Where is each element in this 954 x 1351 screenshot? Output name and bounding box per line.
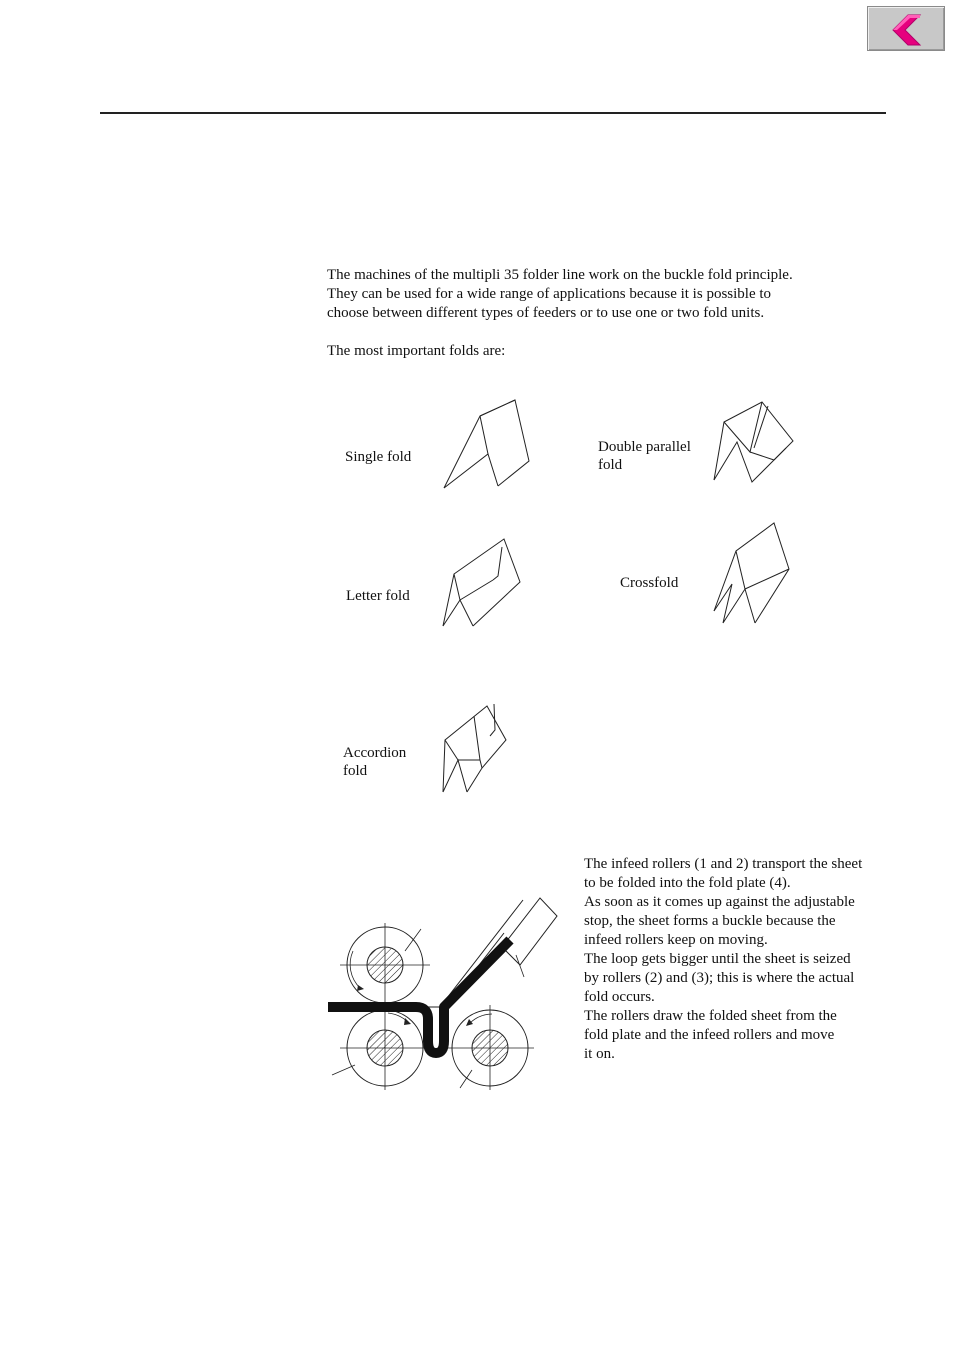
principle-line: stop, the sheet forms a buckle because the [584,913,836,929]
back-button[interactable] [867,6,945,51]
intro-line: They can be used for a wide range of applications because it is possible to [327,286,772,302]
accordion-fold-label-line2: fold [343,763,368,779]
roller-1 [340,923,430,1007]
letter-fold-illustration [440,534,528,630]
roller-2 [332,1005,430,1090]
principle-line: it on. [584,1046,615,1062]
accordion-fold-illustration [440,700,515,796]
folds-lead-text: The most important folds are: [327,343,506,359]
principle-line: fold occurs. [584,989,655,1005]
header-rule [100,112,886,114]
principle-line: fold plate and the infeed rollers and move [584,1027,835,1043]
principle-line: to be folded into the fold plate (4). [584,875,791,891]
single-fold-illustration [440,396,535,491]
crossfold-label: Crossfold [620,575,679,591]
principle-line: The infeed rollers (1 and 2) transport the sheet [584,856,863,872]
buckle-fold-roller-diagram [320,885,570,1095]
single-fold-label: Single fold [345,449,412,465]
chevron-left-icon [868,7,946,52]
double-parallel-fold-label-line1: Double parallel [598,439,691,455]
principle-description [584,855,894,1064]
crossfold-illustration [710,519,795,629]
intro-line: The machines of the multipli 35 folder line work on the buckle fold principle. [327,267,793,283]
principle-line: The rollers draw the folded sheet from the [584,1008,837,1024]
roller-3 [446,1005,534,1090]
principle-line: by rollers (2) and (3); this is where the actual [584,970,855,986]
principle-line: infeed rollers keep on moving. [584,932,768,948]
intro-paragraph [327,266,847,323]
principle-line: As soon as it comes up against the adjustable [584,894,855,910]
double-parallel-fold-label-line2: fold [598,457,623,473]
principle-line: The loop gets bigger until the sheet is seized [584,951,851,967]
double-parallel-fold-illustration [710,396,800,488]
accordion-fold-label-line1: Accordion [343,745,407,761]
letter-fold-label: Letter fold [346,588,410,604]
intro-line: choose between different types of feeders or to use one or two fold units. [327,305,765,321]
